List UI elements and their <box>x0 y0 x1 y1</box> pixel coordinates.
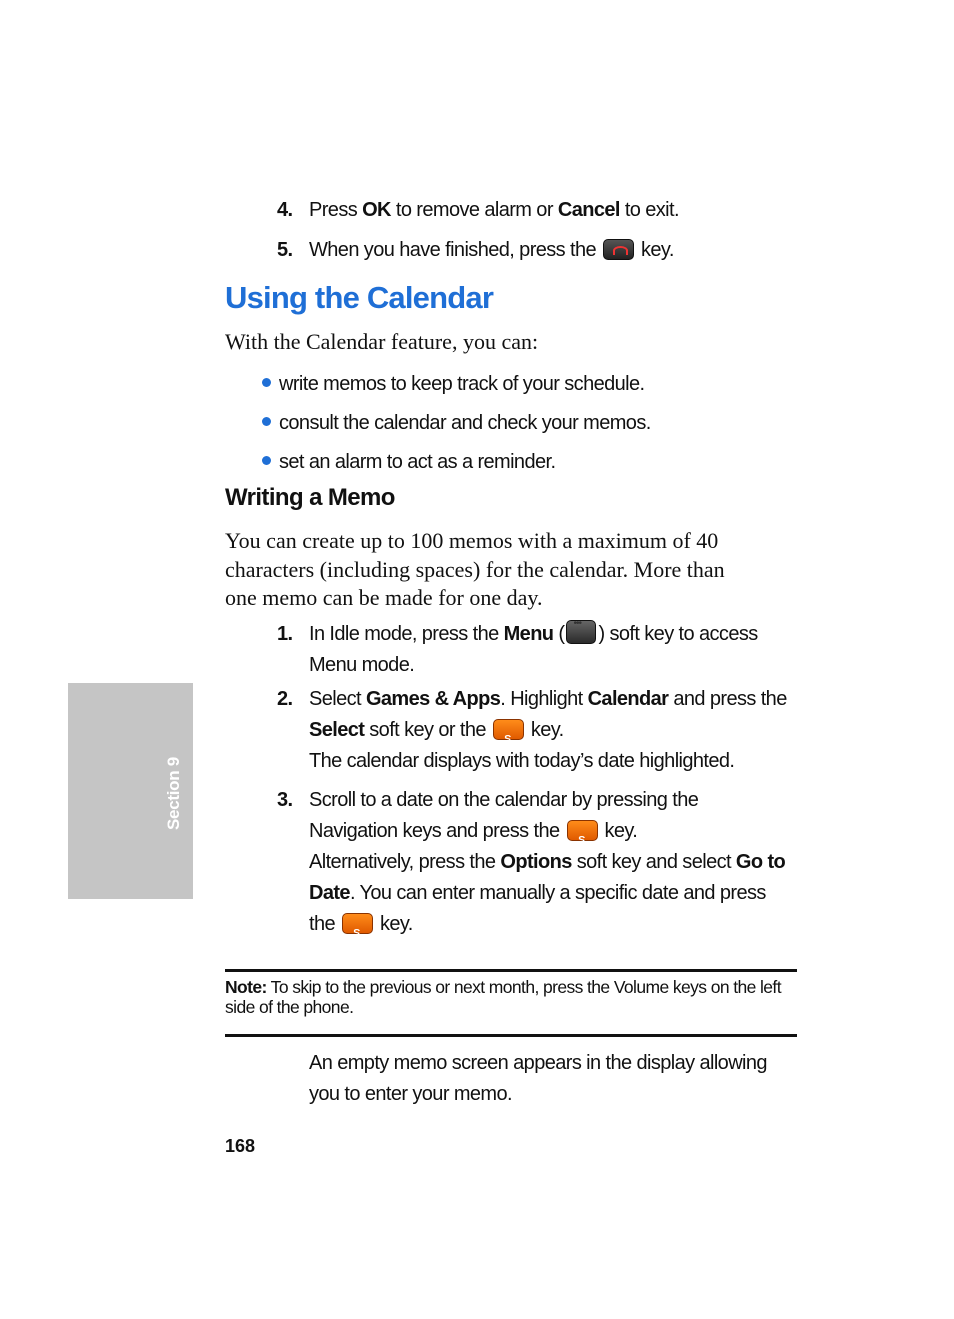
step-text: Scroll to a date on the calendar by pressing the Navigation keys and press the S key. Alternatively, press the Options soft key and select Go to Date. You can enter manually a specific date and press the S key. <box>309 785 797 940</box>
section-title: Using the Calendar <box>225 280 494 315</box>
note-box <box>225 977 805 1017</box>
ok-key-icon <box>342 913 373 934</box>
step-number: 2. <box>277 688 293 710</box>
note-top-rule <box>225 969 797 972</box>
ok-key-icon <box>567 820 598 841</box>
note-text: To skip to the previous or next month, press the Volume keys on the left side of the phone. <box>225 977 781 1017</box>
page-number: 168 <box>225 1136 256 1156</box>
bullet-icon <box>262 456 271 465</box>
memo-paragraph: You can create up to 100 memos with a maximum of 40 characters (including spaces) for the calendar. More than one memo can be made for one day. <box>225 528 725 610</box>
intro-text: With the Calendar feature, you can: <box>225 329 539 354</box>
step-number: 4. <box>277 199 293 221</box>
step-number: 1. <box>277 623 293 645</box>
bullet-item: set an alarm to act as a reminder. <box>262 451 555 474</box>
ok-key-icon <box>493 719 524 740</box>
subsection-title: Writing a Memo <box>225 484 395 511</box>
bullet-item: consult the calendar and check your memos. <box>262 412 651 435</box>
note-bottom-rule <box>225 1034 797 1037</box>
step-number: 3. <box>277 789 293 811</box>
step-number: 5. <box>277 239 293 261</box>
cancel-label: Cancel <box>557 199 620 221</box>
bullet-icon <box>262 417 271 426</box>
end-key-icon <box>603 239 634 260</box>
menu-label: Menu <box>503 623 554 645</box>
section-side-label: Section 9 <box>164 757 183 830</box>
step-text: Select Games & Apps. Highlight Calendar and press the Select soft key or the S key. The calendar displays with today’s date highlighted. <box>309 684 797 777</box>
menu-key-icon <box>566 620 596 644</box>
bullet-icon <box>262 378 271 387</box>
step-text: When you have finished, press the key. <box>309 239 674 261</box>
bullet-item: write memos to keep track of your schedule. <box>262 373 644 396</box>
note-label: Note: <box>225 977 267 997</box>
ok-label: OK <box>362 199 391 221</box>
step-text: In Idle mode, press the Menu (••• ) soft key to access Menu mode. <box>309 619 797 681</box>
step-text: Press OK to remove alarm or Cancel to exit. <box>309 199 679 221</box>
